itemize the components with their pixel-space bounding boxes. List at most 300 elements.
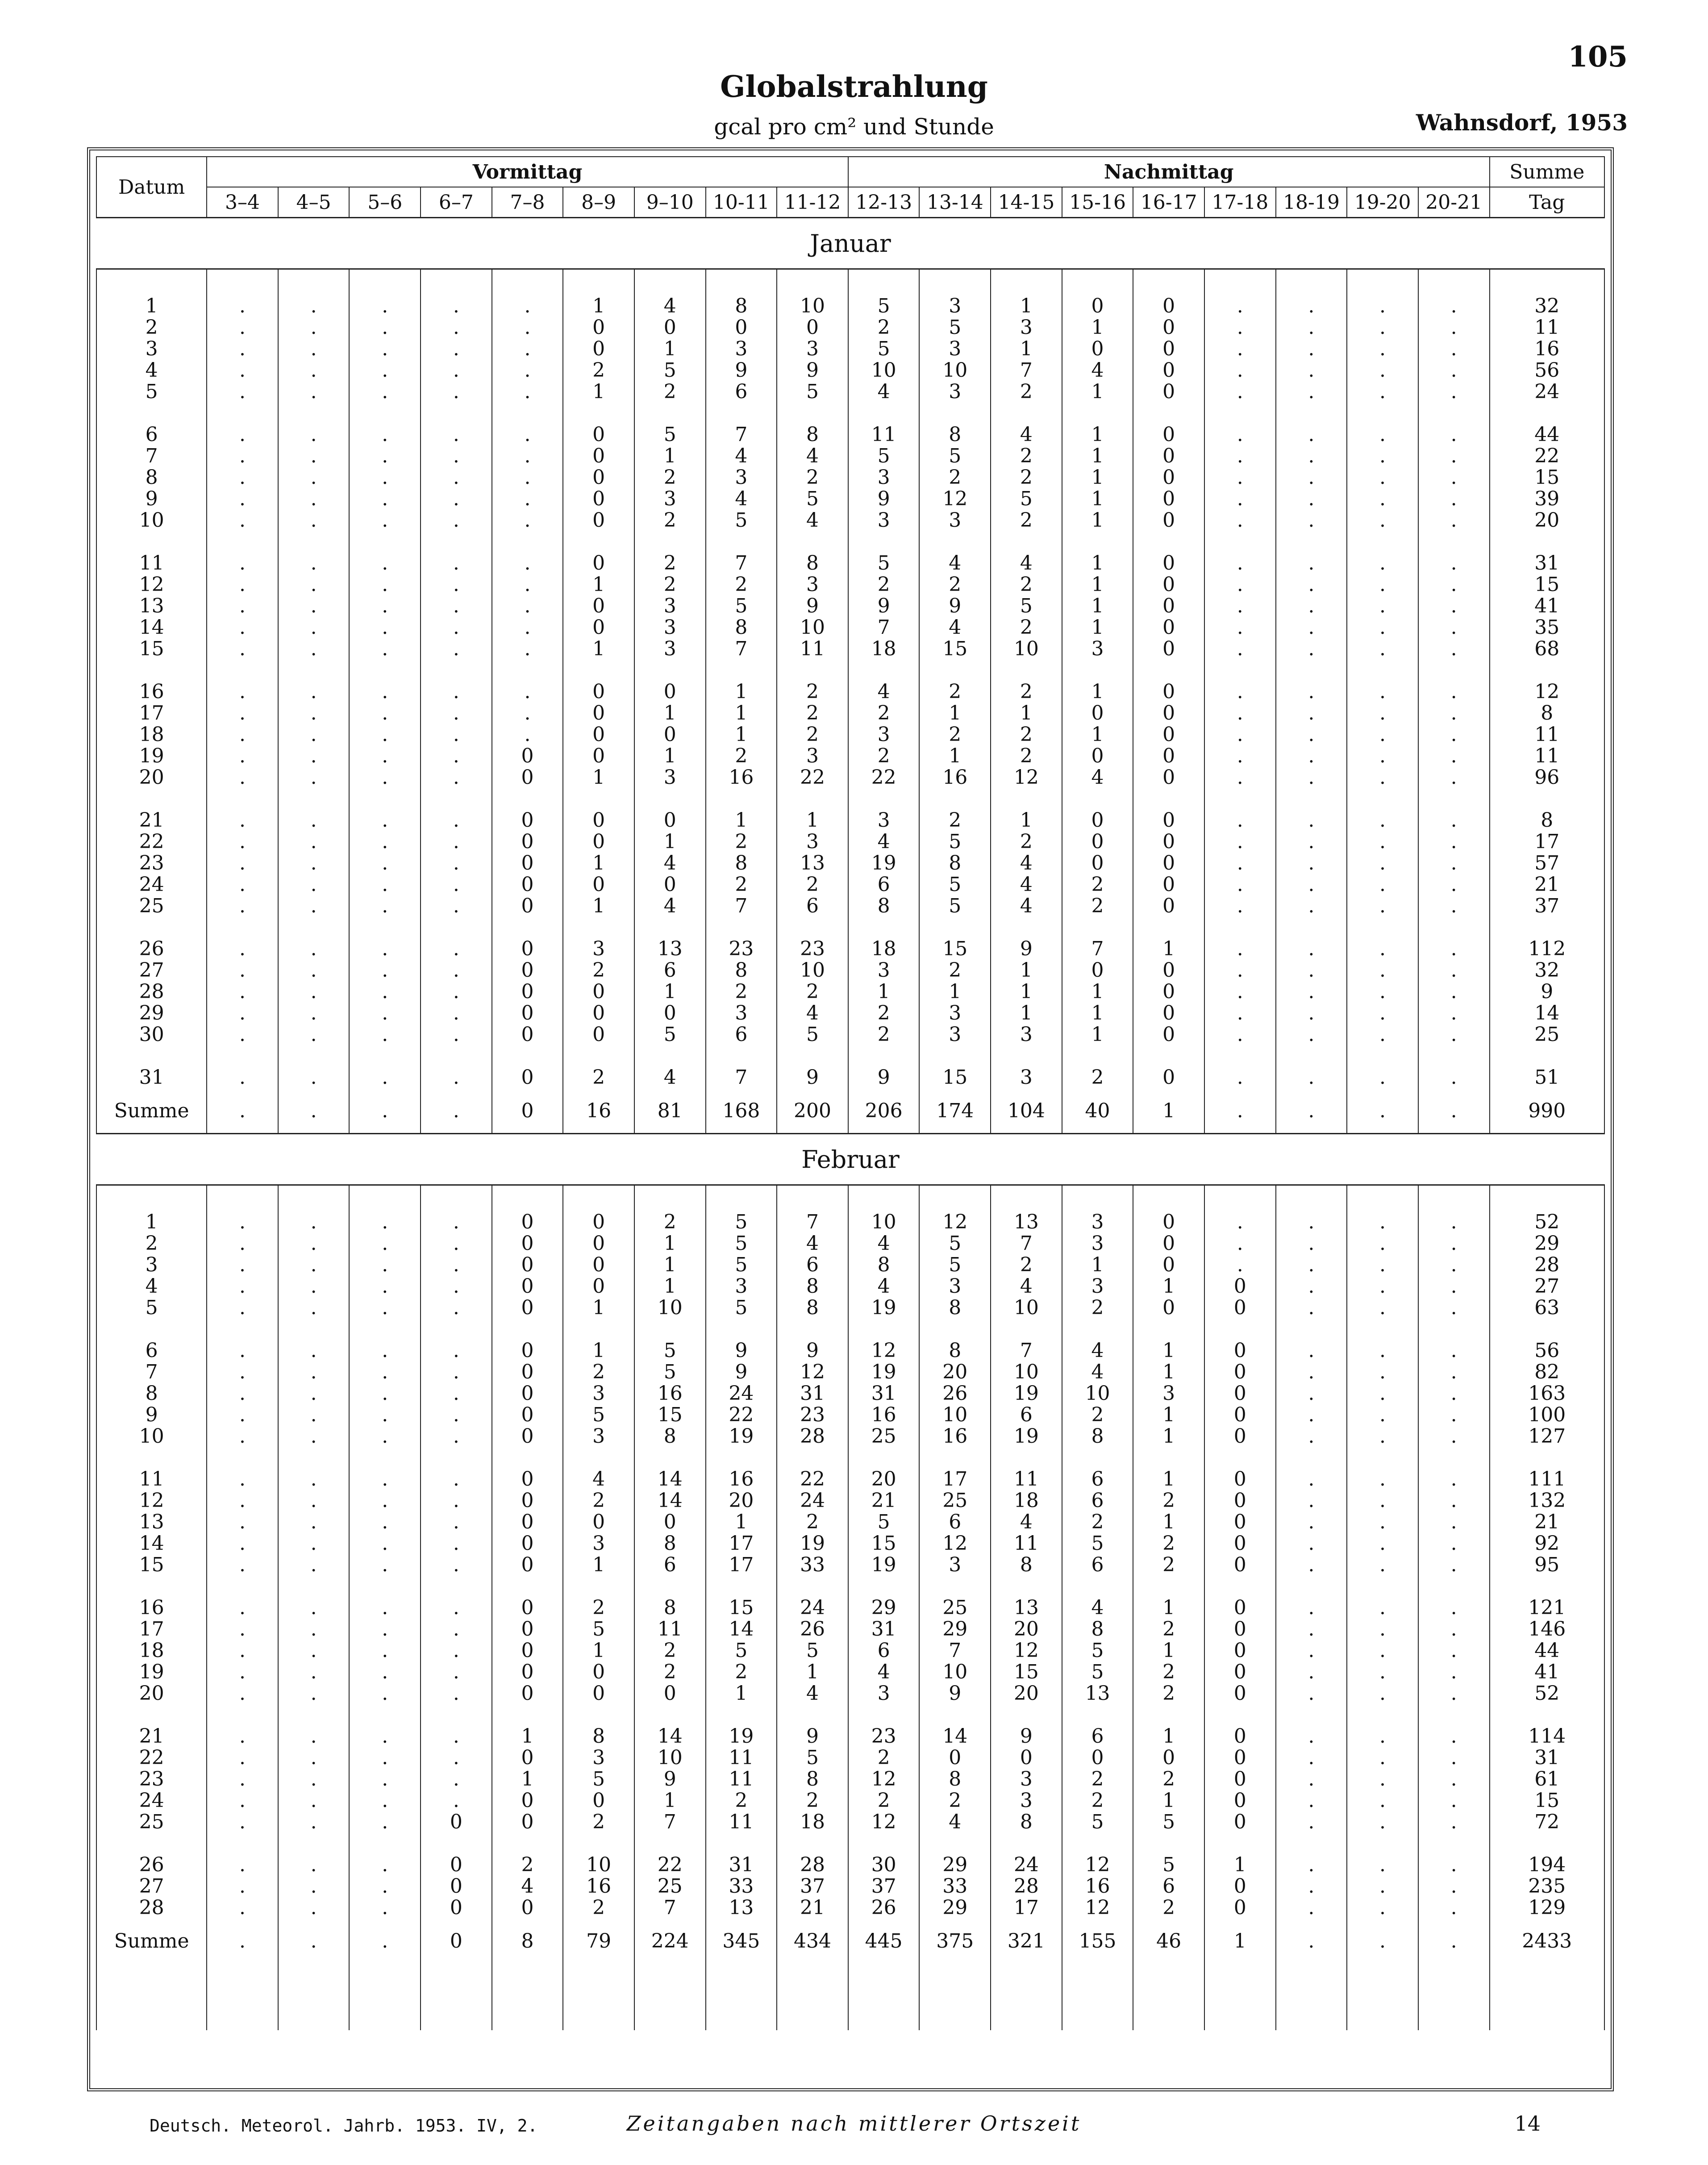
hour-value: . [1276,1297,1347,1319]
hour-value: 0 [492,831,563,853]
hour-value: 0 [492,938,563,960]
hour-value: 6 [706,381,777,403]
hour-value: 0 [1204,1533,1276,1554]
day-total: 52 [1490,1683,1604,1704]
hour-value: 3 [634,767,706,788]
hour-value: . [1204,681,1276,703]
hour-value: 9 [991,1726,1062,1747]
hour-header: 8–9 [563,187,634,218]
row-label: 22 [96,831,207,853]
hour-value: 0 [563,1511,634,1533]
month-header-row [96,218,1604,269]
hour-value: . [421,938,492,960]
hour-value: 18 [848,638,920,660]
hour-value: . [1276,810,1347,831]
hour-value: 3 [563,938,634,960]
row-label: 24 [96,874,207,895]
hour-value: 12 [919,488,991,510]
hour-value: 2 [634,574,706,595]
hour-value: . [349,296,421,317]
hour-value: 79 [563,1919,634,1963]
hour-value: 4 [991,553,1062,574]
table-row [96,1340,1604,1361]
hour-value: . [1276,553,1347,574]
hour-value: 0 [492,1554,563,1576]
hour-value: 0 [634,724,706,745]
hour-value: 6 [634,960,706,981]
hour-value: 10 [848,1212,920,1233]
hour-value: 0 [563,445,634,467]
hour-value: . [1418,595,1490,617]
row-label: 28 [96,981,207,1003]
hour-value: . [421,445,492,467]
hour-value: 0 [1204,1661,1276,1683]
hour-value: . [1204,574,1276,595]
hour-header: 19-20 [1347,187,1418,218]
hour-value: 0 [492,1212,563,1233]
day-total: 44 [1490,1640,1604,1661]
hour-value: 1 [1062,1024,1133,1045]
hour-value: 8 [777,1276,848,1297]
day-total: 32 [1490,960,1604,981]
table-row [96,831,1604,853]
hour-value: . [1276,1854,1347,1876]
hour-value: 16 [706,767,777,788]
hour-value: 3 [991,1790,1062,1811]
hour-value: . [207,938,278,960]
hour-value: . [1347,1276,1418,1297]
hour-value: 0 [563,553,634,574]
hour-value: 20 [919,1361,991,1383]
hour-value: . [278,1811,350,1833]
hour-value: . [278,1212,350,1233]
hour-value: . [1276,745,1347,767]
hour-value: 9 [919,1683,991,1704]
hour-value: 155 [1062,1919,1133,1963]
hour-value: . [1418,1212,1490,1233]
hour-value: . [1347,1597,1418,1619]
hour-value: . [1418,895,1490,917]
hour-value: . [278,553,350,574]
spacer-row [96,1185,1604,1212]
hour-value: 0 [1133,960,1204,981]
hour-value: . [349,1088,421,1134]
hour-value: . [1276,1811,1347,1833]
hour-value: . [1347,488,1418,510]
row-label: 17 [96,1619,207,1640]
hour-value: . [1418,1854,1490,1876]
hour-value: 0 [492,1619,563,1640]
hour-value: 15 [919,638,991,660]
hour-value: 4 [991,895,1062,917]
hour-value: 3 [919,1003,991,1024]
hour-value: 12 [848,1811,920,1833]
hour-value: . [492,617,563,638]
hour-value: . [1418,767,1490,788]
hour-value: . [1204,874,1276,895]
hour-value: . [278,1661,350,1683]
hour-value: 3 [706,467,777,488]
hour-value: 2 [848,317,920,338]
hour-value: 2 [919,960,991,981]
hour-value: 1 [563,574,634,595]
hour-header: 20-21 [1418,187,1490,218]
hour-value: 0 [563,488,634,510]
hour-value: 12 [1062,1854,1133,1876]
hour-value: . [1347,445,1418,467]
hour-value: . [278,381,350,403]
hour-value: 200 [777,1088,848,1134]
hour-value: . [1204,724,1276,745]
hour-value: . [1276,445,1347,467]
hour-value: 0 [492,1003,563,1024]
hour-value: 1 [1204,1919,1276,1963]
hour-value: 7 [1062,938,1133,960]
hour-value: . [207,1511,278,1533]
table-row [96,1297,1604,1319]
hour-value: 25 [848,1426,920,1447]
hour-value: . [207,1769,278,1790]
hour-value: 37 [777,1876,848,1897]
hour-value: . [1204,338,1276,360]
footer-note: Zeitangaben nach mittlerer Ortszeit [626,2111,1082,2136]
hour-value: 2 [848,574,920,595]
hour-value: 0 [492,1297,563,1319]
hour-value: 0 [492,1383,563,1404]
day-total: 31 [1490,553,1604,574]
hour-value: . [1418,488,1490,510]
hour-value: 2 [1133,1490,1204,1511]
hour-value: . [207,296,278,317]
hour-value: . [421,1597,492,1619]
row-label: 19 [96,745,207,767]
hour-value: . [1347,1769,1418,1790]
table-row [96,960,1604,981]
hour-value: . [278,1383,350,1404]
hour-value: . [1204,424,1276,445]
hour-value: . [421,1383,492,1404]
hour-value: 2 [919,574,991,595]
hour-value: . [207,553,278,574]
hour-value: 10 [991,1361,1062,1383]
hour-value: . [207,617,278,638]
hour-value: . [1418,1233,1490,1254]
hour-value: 15 [991,1661,1062,1683]
hour-value: . [349,681,421,703]
hour-value: 3 [848,467,920,488]
row-label: 21 [96,810,207,831]
hour-value: . [421,1469,492,1490]
hour-value: 5 [919,1233,991,1254]
row-label: 17 [96,703,207,724]
row-label: 22 [96,1747,207,1769]
day-total: 8 [1490,810,1604,831]
hour-value: 5 [919,317,991,338]
hour-value: 2 [848,745,920,767]
table-row [96,1811,1604,1833]
page-title: Globalstrahlung [720,69,988,104]
hour-value: . [1418,1426,1490,1447]
hour-value: 0 [492,1067,563,1088]
hour-value: . [421,1361,492,1383]
hour-value: . [349,724,421,745]
hour-value: . [1347,1511,1418,1533]
row-label: 29 [96,1003,207,1024]
hour-value: 0 [1062,810,1133,831]
hour-value: 25 [634,1876,706,1897]
hour-value: 0 [1133,981,1204,1003]
hour-value: . [278,1619,350,1640]
row-label: 13 [96,595,207,617]
hour-value: 24 [991,1854,1062,1876]
hour-value: . [1418,296,1490,317]
hour-value: 12 [777,1361,848,1383]
hour-value: 2 [777,703,848,724]
hour-value: 23 [848,1726,920,1747]
row-label: 10 [96,1426,207,1447]
hour-value: 0 [777,317,848,338]
hour-value: 9 [848,1067,920,1088]
row-label: 6 [96,424,207,445]
hour-value: 3 [777,745,848,767]
hour-value: 0 [1204,1340,1276,1361]
hour-value: . [207,681,278,703]
hour-value: . [1204,1003,1276,1024]
hour-value: . [278,1233,350,1254]
table-row [96,703,1604,724]
hour-value: . [207,1067,278,1088]
hour-value: 3 [919,1554,991,1576]
hour-value: 3 [919,296,991,317]
hour-value: 4 [777,1003,848,1024]
table-row [96,1533,1604,1554]
hour-value: . [207,1897,278,1919]
hour-value: 19 [991,1383,1062,1404]
hour-value: 17 [706,1554,777,1576]
group-gap [96,1319,1604,1340]
hour-value: 2 [706,831,777,853]
hour-value: 24 [777,1597,848,1619]
hour-value: 345 [706,1919,777,1963]
hour-value: 0 [634,317,706,338]
hour-value: 2 [777,981,848,1003]
hour-header: 7–8 [492,187,563,218]
hour-value: 0 [1133,724,1204,745]
hour-value: 1 [706,1683,777,1704]
hour-value: . [1347,1254,1418,1276]
hour-value: . [1276,296,1347,317]
hour-value: 0 [563,724,634,745]
table-row [96,1747,1604,1769]
hour-value: . [1418,1533,1490,1554]
hour-value: . [1276,960,1347,981]
row-label: 14 [96,1533,207,1554]
hour-value: 0 [421,1876,492,1897]
hour-value: . [207,1554,278,1576]
hour-value: . [278,703,350,724]
hour-value: 3 [848,724,920,745]
hour-value: 4 [777,1233,848,1254]
hour-value: . [207,1640,278,1661]
hour-value: . [278,981,350,1003]
hour-header: 11-12 [777,187,848,218]
hour-value: . [1276,767,1347,788]
table-row [96,445,1604,467]
day-total: 111 [1490,1469,1604,1490]
hour-value: . [1276,317,1347,338]
hour-value: 2 [706,574,777,595]
hour-value: 0 [1133,617,1204,638]
hour-value: 0 [1133,338,1204,360]
hour-value: . [207,960,278,981]
hour-value: 8 [991,1811,1062,1833]
hour-value: . [421,1297,492,1319]
hour-value: 5 [919,874,991,895]
hour-value: 1 [1062,317,1133,338]
hour-value: . [1418,1790,1490,1811]
hour-value: . [1276,1661,1347,1683]
hour-value: . [1276,938,1347,960]
hour-value: 14 [634,1469,706,1490]
row-label: 10 [96,510,207,531]
hour-value: 0 [1204,1769,1276,1790]
hour-value: 4 [1062,1597,1133,1619]
table-row [96,317,1604,338]
table-row [96,1024,1604,1045]
hour-value: 1 [1133,1426,1204,1447]
page-number: 105 [1568,40,1628,74]
hour-value: . [1347,1003,1418,1024]
hour-header: 10-11 [706,187,777,218]
sum-row [96,1919,1604,1963]
hour-value: 1 [1133,1597,1204,1619]
hour-value: . [349,360,421,381]
hour-value: 3 [563,1747,634,1769]
hour-value: . [421,767,492,788]
hour-value: 6 [777,1254,848,1276]
hour-value: 4 [634,296,706,317]
hour-value: 5 [634,1024,706,1045]
hour-value: . [421,981,492,1003]
hour-value: 0 [563,1003,634,1024]
hour-value: 4 [634,853,706,874]
hour-value: . [492,338,563,360]
hour-value: . [421,1426,492,1447]
hour-value: . [1276,424,1347,445]
hour-value: . [1418,1726,1490,1747]
hour-value: 2 [1062,1404,1133,1426]
day-total: 25 [1490,1024,1604,1045]
hour-value: 13 [991,1597,1062,1619]
row-label: 4 [96,360,207,381]
hour-value: . [421,1490,492,1511]
hour-value: . [278,1469,350,1490]
hour-value: . [278,1876,350,1897]
hour-value: 1 [991,296,1062,317]
hour-value: . [1204,1067,1276,1088]
hour-value: 1 [1062,574,1133,595]
hour-value: . [207,745,278,767]
hour-value: . [1347,1876,1418,1897]
table-row [96,853,1604,874]
hour-value: . [349,1490,421,1511]
hour-value: 5 [563,1619,634,1640]
hour-value: 16 [634,1383,706,1404]
hour-value: 7 [777,1212,848,1233]
hour-value: 1 [563,1554,634,1576]
hour-value: 0 [492,1747,563,1769]
table-row [96,1254,1604,1276]
day-total: 11 [1490,724,1604,745]
hour-value: . [1276,1897,1347,1919]
hour-value: . [421,1790,492,1811]
hour-value: . [278,767,350,788]
hour-value: . [1418,831,1490,853]
hour-value: 0 [1133,1024,1204,1045]
hour-value: 11 [706,1769,777,1790]
hour-value: . [349,1854,421,1876]
hour-value: 2 [777,724,848,745]
hour-value: . [1418,1597,1490,1619]
hour-value: . [1418,1088,1490,1134]
hour-value: 1 [848,981,920,1003]
hour-value: . [492,703,563,724]
hour-header: 17-18 [1204,187,1276,218]
hour-value: . [1418,1469,1490,1490]
hour-value: 0 [1133,488,1204,510]
hour-value: . [349,1811,421,1833]
hour-value: . [207,1597,278,1619]
hour-value: . [421,1340,492,1361]
day-total: 100 [1490,1404,1604,1426]
hour-value: 9 [706,1361,777,1383]
hour-value: . [207,595,278,617]
hour-value: 0 [563,874,634,895]
hour-value: 10 [777,296,848,317]
hour-value: 1 [1062,553,1133,574]
hour-value: . [207,510,278,531]
hour-value: 0 [1204,1426,1276,1447]
hour-value: 23 [777,938,848,960]
day-total: 52 [1490,1212,1604,1233]
hour-value: 20 [991,1683,1062,1704]
hour-value: 6 [1062,1726,1133,1747]
hour-value: 19 [706,1426,777,1447]
hour-value: 2 [919,681,991,703]
hour-value: . [1418,810,1490,831]
hour-value: 2 [1062,1067,1133,1088]
hour-value: 1 [1062,510,1133,531]
hour-value: . [1276,1233,1347,1254]
hour-value: 11 [777,638,848,660]
hour-value: 5 [848,1511,920,1533]
hour-value: 23 [777,1404,848,1426]
hour-value: 0 [1133,831,1204,853]
hour-value: 24 [706,1383,777,1404]
hour-value: . [349,1683,421,1704]
table-row [96,488,1604,510]
hour-value: . [421,360,492,381]
hour-value: . [1276,1254,1347,1276]
hour-value: . [1347,1426,1418,1447]
hour-value: 4 [706,445,777,467]
row-label: Summe [96,1919,207,1963]
hour-value: . [1276,1276,1347,1297]
hour-value: 0 [563,617,634,638]
hour-value: 28 [777,1426,848,1447]
hour-value: . [278,1533,350,1554]
hour-value: . [349,488,421,510]
